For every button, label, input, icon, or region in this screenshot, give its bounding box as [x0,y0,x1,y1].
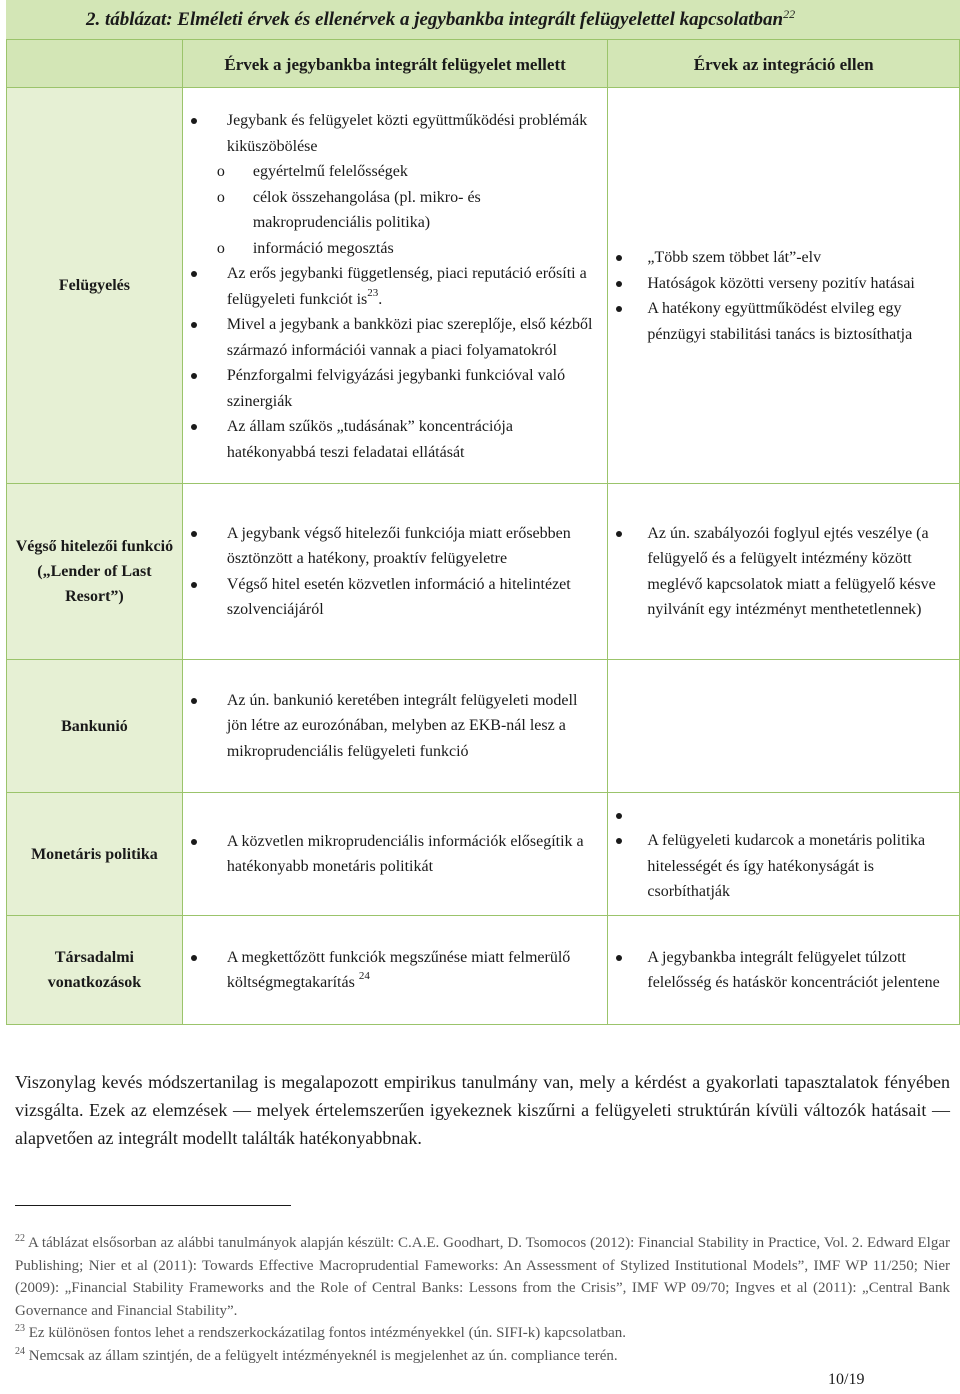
list-item [608,803,945,828]
pro-cell-monetaris [182,793,608,916]
pro-list [183,945,596,996]
row-label-monetaris: Monetáris politika [7,793,183,916]
row-label-bankunio: Bankunió [7,660,183,793]
list-item: A hatékony együttműködést elvileg egy pénzügyi stabilitási tanács is biztosíthatja [608,296,945,347]
list-item: A megkettőzött funkciók megszűnése miatt felmerülő költségmegtakarítás $^{24}$ [183,945,596,996]
row-label-lender: Végső hitelezői funkció („Lender of Last Resort”) [7,484,183,660]
pro-cell-felugyeles [182,88,608,484]
list-item: „Több szem többet lát”-elv [608,245,945,271]
list-item: Jegybank és felügyelet közti együttműködési problémák kiküszöbölése o egyértelmű felelősségek o célok összehangolása (pl. mikro- és makroprudenciális politika) o információ megosztás [183,108,596,261]
contra-cell-tarsadalmi [608,916,960,1025]
pro-list [183,829,596,880]
row-label-tarsadalmi: Társadalmi vonatkozások [7,916,183,1025]
body-paragraph: Viszonylag kevés módszertanilag is megalapozott empirikus tanulmány van, mely a kérdést a gyakorlati tapasztalatok fényében vizsgálta. Ezek az elemzések — melyek értelemszerűen igyekeznek kiszűrni a felügyeleti struktúrán kívüli változók hatásait — alapvetően az integrált modellt találták hatékonyabbnak. [15,1072,950,1148]
contra-list [608,521,945,623]
pro-list [183,688,596,765]
page-number: 10/19 [828,1371,865,1388]
sub-list-item: o információ megosztás [183,236,596,262]
list-item: A jegybank végső hitelezői funkciója miatt erősebben ösztönzött a hatékony, proaktív felügyeletre [183,521,596,572]
footnotes [15,1232,950,1367]
footnote-ref-22: 22 [783,7,796,21]
list-item: Az ún. szabályozói foglyul ejtés veszélye (a felügyelő és a felügyelt intézmény között meglévő kapcsolatok miatt a felügyelő késve nyilvánít egy intézményt menthetetlennek) [608,521,945,623]
sub-list-item: o egyértelmű felelősségek [183,159,596,185]
table-row-bankunio [7,660,960,793]
footnote-ref-24: 24 [358,970,370,982]
table-title-text: 2. táblázat: Elméleti érvek és ellenérvek a jegybankba integrált felügyelettel kapcsolatban [86,9,784,30]
contra-cell-bankunio [608,660,960,793]
contra-list [608,245,945,347]
contra-cell-monetaris [608,793,960,916]
comparison-table [6,39,960,1025]
pro-list [183,108,596,465]
contra-list [608,803,945,905]
footnote-divider [15,1205,291,1206]
list-item: Az ún. bankunió keretében integrált felügyeleti modell jön létre az eurozónában, melyben az EKB-nál lesz a mikroprudenciális felügyeleti funkció [183,688,596,765]
list-item: A közvetlen mikroprudenciális információk elősegítik a hatékonyabb monetáris politikát [183,829,596,880]
list-item: Pénzforgalmi felvigyázási jegybanki funkcióval való szinergiák [183,363,596,414]
sub-list [183,159,596,261]
list-item: A felügyeleti kudarcok a monetáris politika hitelességét és így hatékonyságát is csorbíthatják [608,828,945,905]
list-item: Hatóságok közötti verseny pozitív hatásai [608,271,945,297]
table-title [6,0,960,39]
corner-cell [7,40,183,88]
header-row [7,40,960,88]
contra-list [608,945,945,996]
table-row-felugyeles [7,88,960,484]
footnote-23: $^{23}$ Ez különösen fontos lehet a rendszerkockázatilag fontos intézményekkel (ún. SIFI-k) kapcsolatban. [15,1323,627,1341]
pro-list [183,521,596,623]
pro-cell-bankunio [182,660,608,793]
footnote-ref-23: 23 [367,286,379,299]
list-item: Az erős jegybanki függetlenség, piaci reputáció erősíti a felügyeleti funkciót is$^{23}$. [183,261,596,312]
list-item: Mivel a jegybank a bankközi piac szereplője, első kézből származó információi vannak a piaci folyamatokról [183,312,596,363]
table-row-lender [7,484,960,660]
list-item: Végső hitel esetén közvetlen információ a hitelintézet szolvenciájáról [183,572,596,623]
pro-cell-tarsadalmi [182,916,608,1025]
column-header-contra: Érvek az integráció ellen [608,40,960,88]
footnote-24: $^{24}$ Nemcsak az állam szintjén, de a felügyelt intézményeknél is megjelenhet az ún. compliance terén. [15,1345,618,1364]
footnote-22: $^{22}$ A táblázat elsősorban az alábbi tanulmányok alapján készült: C.A.E. Goodhart, D. Tsomocos (2012): Financial Stability in Practice, Vol. 2. Edward Elgar Publishing; Nier et al (2011): Towards Effective Macroprudential Fameworks: An Assessment of Stylized Institutional Models”, IMF WP 11/250; Nier (2009): „Financial Stability Frameworks and the Role of Central Banks: Lessons from the Crisis”, IMF WP 09/70; Ingves et al (2011): „Central Bank Governance and Financial Stability”. [15,1233,950,1319]
row-label-felugyeles: Felügyelés [7,88,183,484]
column-header-pro: Érvek a jegybankba integrált felügyelet mellett [182,40,608,88]
list-item: A jegybankba integrált felügyelet túlzott felelősség és hatáskör koncentrációt jelentene [608,945,945,996]
contra-cell-lender [608,484,960,660]
table-row-tarsadalmi [7,916,960,1025]
contra-cell-felugyeles [608,88,960,484]
pro-cell-lender [182,484,608,660]
list-item: Az állam szűkös „tudásának” koncentrációja hatékonyabbá teszi feladatai ellátását [183,414,596,465]
sub-list-item: o célok összehangolása (pl. mikro- és makroprudenciális politika) [183,185,596,236]
table-row-monetaris [7,793,960,916]
